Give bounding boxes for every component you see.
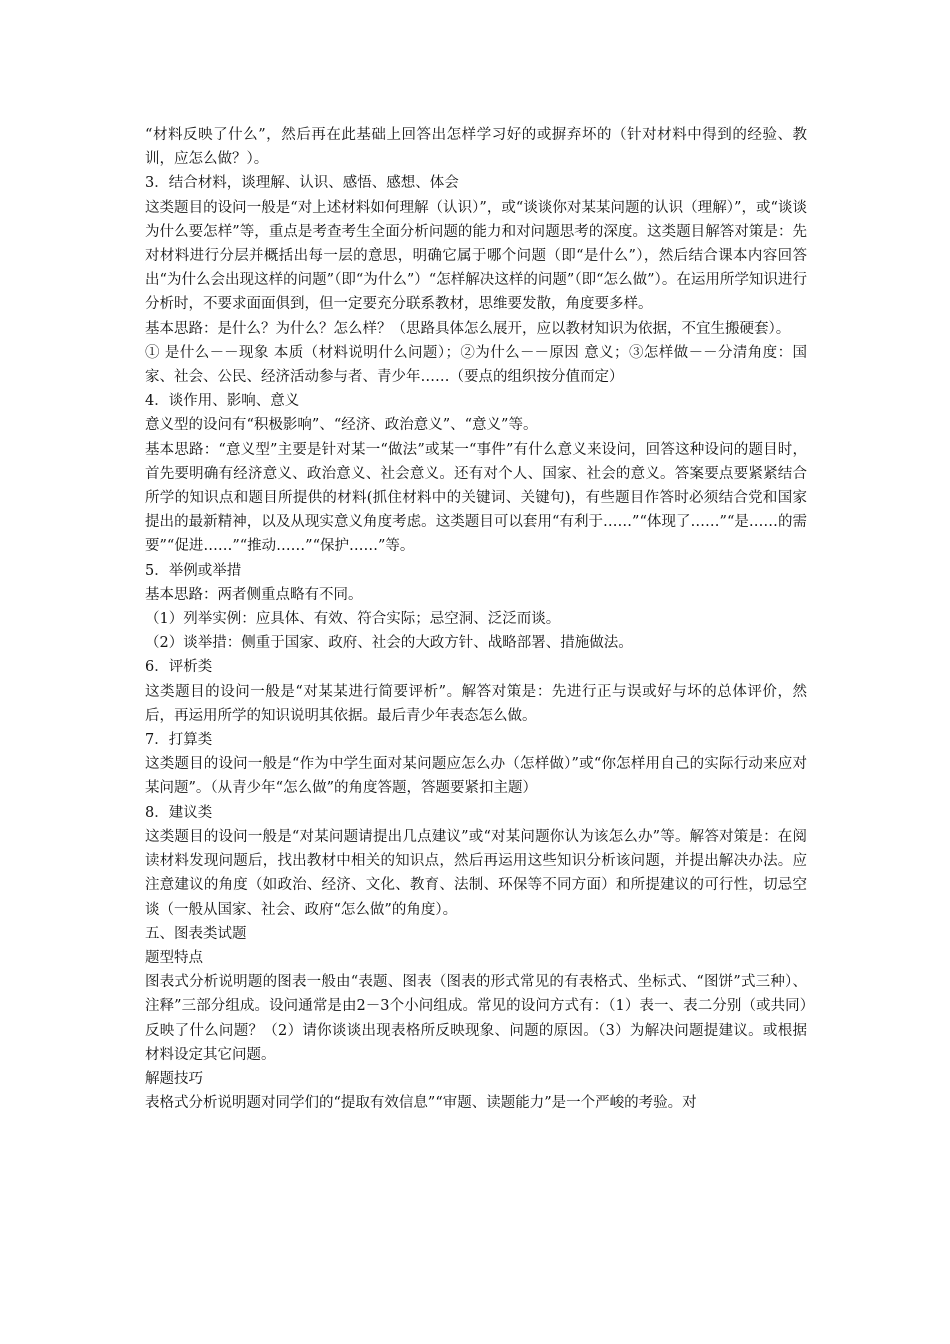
paragraph: “材料反映了什么”，然后再在此基础上回答出怎样学习好的或摒弃坏的（针对材料中得到的经验、教训，应怎么做？）。	[145, 127, 807, 168]
section-heading: 4．谈作用、影响、意义	[145, 393, 300, 410]
paragraph: 表格式分析说明题对同学们的“提取有效信息”“审题、读题能力”是一个严峻的考验。对	[145, 1095, 697, 1112]
paragraph: 这类题目的设问一般是“对上述材料如何理解（认识）”，或“谈谈你对某某问题的认识（理解）”，或“谈谈为什么要怎样”等，重点是考查考生全面分析问题的能力和对问题思考的深度。这类题目解答对策是：先对材料进行分层并概括出每一层的意思，明确它属于哪个问题（即“是什么”），然后结合课本内容回答出“为什么会出现这样的问题”（即“为什么”）“怎样解决这样的问题”（即“怎么做”）。在运用所学知识进行分析时，不要求面面俱到，但一定要充分联系教材，思维要发散，角度要多样。	[145, 199, 807, 313]
list-item: （1）列举实例：应具体、有效、符合实际；忌空洞、泛泛而谈。	[145, 611, 561, 628]
paragraph: 这类题目的设问一般是“对某某进行简要评析”。解答对策是：先进行正与误或好与坏的总体评价，然后，再运用所学的知识说明其依据。最后青少年表态怎么做。	[145, 683, 807, 724]
paragraph: 基本思路：是什么？为什么？怎么样？（思路具体怎么展开，应以教材知识为依据，不宜生搬硬套）。	[145, 320, 791, 337]
paragraph: 图表式分析说明题的图表一般由“表题、图表（图表的形式常见的有表格式、坐标式、“图饼”式三种）、注释”三部分组成。设问通常是由2－3个小问组成。常见的设问方式有：（1）表一、表二分别（或共同）反映了什么问题？（2）请你谈谈出现表格所反映现象、问题的原因。（3）为解决问题提建议。或根据材料设定其它问题。	[145, 974, 807, 1063]
paragraph: 基本思路：两者侧重点略有不同。	[145, 586, 363, 603]
document-body	[145, 123, 807, 1115]
section-heading: 3．结合材料，谈理解、认识、感悟、感想、体会	[145, 175, 459, 192]
section-heading: 5．举例或举措	[145, 562, 242, 579]
subheading: 题型特点	[145, 949, 203, 966]
paragraph: 意义型的设问有“积极影响”、“经济、政治意义”、“意义”等。	[145, 417, 538, 434]
paragraph: 这类题目的设问一般是“对某问题请提出几点建议”或“对某问题你认为该怎么办”等。解答对策是：在阅读材料发现问题后，找出教材中相关的知识点，然后再运用这些知识分析该问题，并提出解决办法。应注意建议的角度（如政治、经济、文化、教育、法制、环保等不同方面）和所提建议的可行性，切忌空谈（一般从国家、社会、政府“怎么做”的角度）。	[145, 828, 807, 918]
subheading: 解题技巧	[145, 1070, 203, 1087]
chapter-heading: 五、图表类试题	[145, 925, 247, 942]
paragraph: 基本思路：“意义型”主要是针对某一“做法”或某一“事件”有什么意义来设问，回答这种设问的题目时，首先要明确有经济意义、政治意义、社会意义。还有对个人、国家、社会的意义。答案要点要紧紧结合所学的知识点和题目所提供的材料(抓住材料中的关键词、关键句)，有些题目作答时必须结合党和国家提出的最新精神，以及从现实意义角度考虑。这类题目可以套用“有利于……”“体现了……”“是……的需要”“促进……”“推动……”“保护……”等。	[145, 441, 807, 555]
paragraph: 这类题目的设问一般是“作为中学生面对某问题应怎么办（怎样做）”或“你怎样用自己的实际行动来应对某问题”。（从青少年“怎么做”的角度答题，答题要紧扣主题）	[145, 756, 807, 797]
section-heading: 7．打算类	[145, 732, 213, 749]
section-heading: 6．评析类	[145, 659, 213, 676]
paragraph: ① 是什么－－现象 本质（材料说明什么问题）；②为什么－－原因 意义；③怎样做－－分清角度：国家、社会、公民、经济活动参与者、青少年……（要点的组织按分值而定）	[145, 344, 807, 386]
section-heading: 8．建议类	[145, 804, 213, 821]
list-item: （2）谈举措：侧重于国家、政府、社会的大政方针、战略部署、措施做法。	[145, 635, 633, 652]
